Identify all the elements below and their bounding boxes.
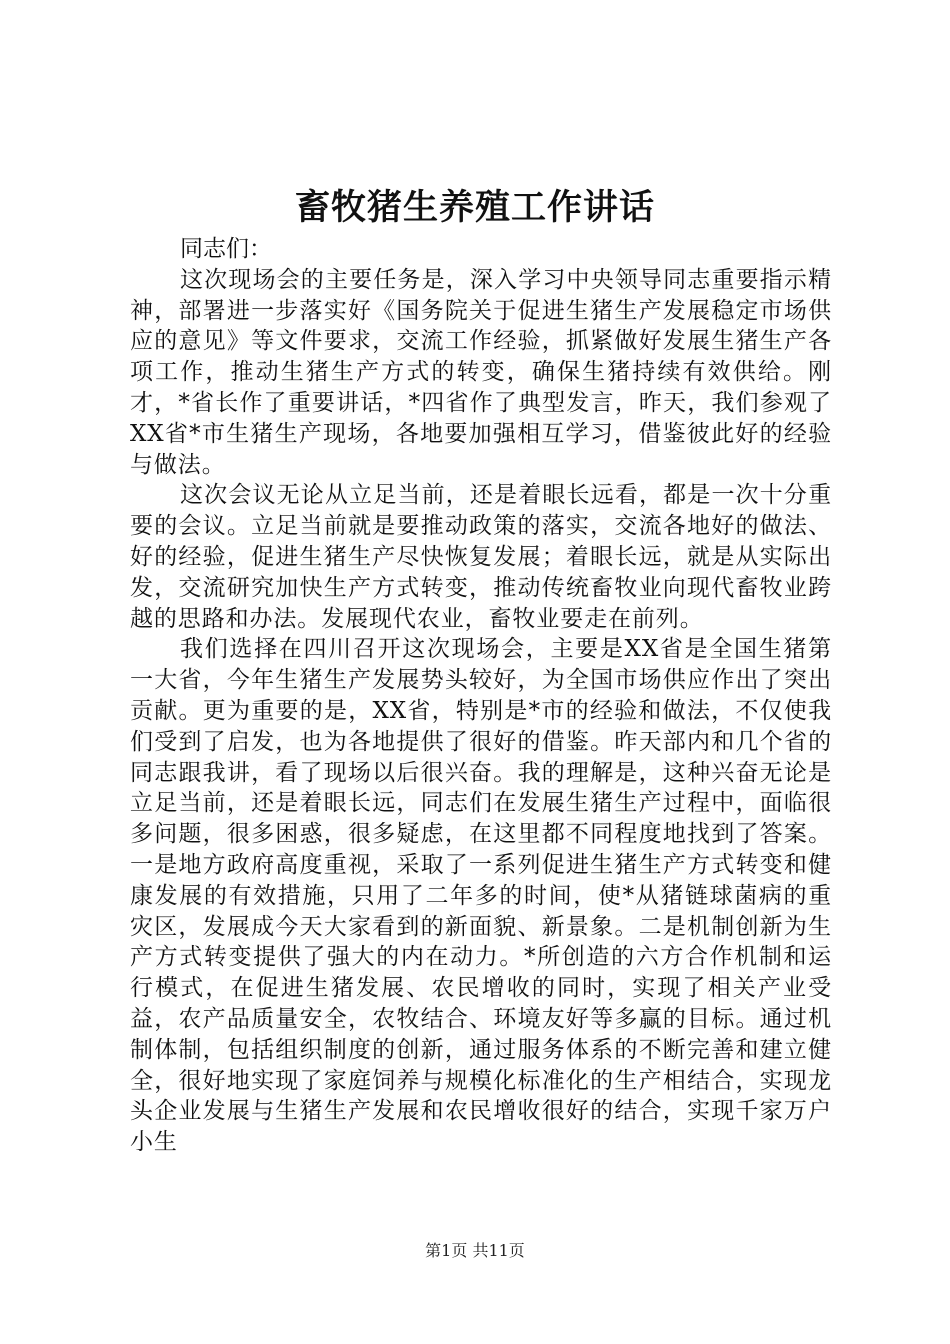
- document-title: 畜牧猪生养殖工作讲话: [294, 187, 655, 228]
- paragraph-3: 我们选择在四川召开这次现场会，主要是XX省是全国生猪第一大省，今年生猪生产发展势头较好，为全国市场供应作出了突出贡献。更为重要的是，XX省，特别是*市的经验和做法，不仅使我们受到了启发，也为各地提供了很好的借鉴。昨天部内和几个省的同志跟我讲，看了现场以后很兴奋。我的理解是，这种兴奋无论是立足当前，还是着眼长远，同志们在发展生猪生产过程中，面临很多问题，很多困惑，很多疑虑，在这里都不同程度地找到了答案。一是地方政府高度重视，采取了一系列促进生猪生产方式转变和健康发展的有效措施，只用了二年多的时间，使*从猪链球菌病的重灾区，发展成今天大家看到的新面貌、新景象。二是机制创新为生产方式转变提供了强大的内在动力。*所创造的六方合作机制和运行模式，在促进生猪发展、农民增收的同时，实现了相关产业受益，农产品质量安全，农牧结合、环境友好等多赢的目标。通过机制体制，包括组织制度的创新，通过服务体系的不断完善和建立健全，很好地实现了家庭饲养与规模化标准化的生产相结合，实现龙头企业发展与生猪生产发展和农民增收很好的结合，实现千家万户小生: [130, 636, 832, 1156]
- document-body: [130, 234, 832, 1158]
- paragraph-1: 这次现场会的主要任务是，深入学习中央领导同志重要指示精神，部署进一步落实好《国务院关于促进生猪生产发展稳定市场供应的意见》等文件要求，交流工作经验，抓紧做好发展生猪生产各项工作，推动生猪生产方式的转变，确保生猪持续有效供给。刚才，*省长作了重要讲话，*四省作了典型发言，昨天，我们参观了XX省*市生猪生产现场，各地要加强相互学习，借鉴彼此好的经验与做法。: [130, 266, 832, 478]
- salutation: 同志们：: [180, 236, 272, 262]
- paragraph-2: 这次会议无论从立足当前，还是着眼长远看，都是一次十分重要的会议。立足当前就是要推动政策的落实，交流各地好的做法、好的经验，促进生猪生产尽快恢复发展；着眼长远，就是从实际出发，交流研究加快生产方式转变，推动传统畜牧业向现代畜牧业跨越的思路和办法。发展现代农业，畜牧业要走在前列。: [130, 482, 832, 632]
- page-number-footer: 第1页 共11页: [425, 1241, 525, 1260]
